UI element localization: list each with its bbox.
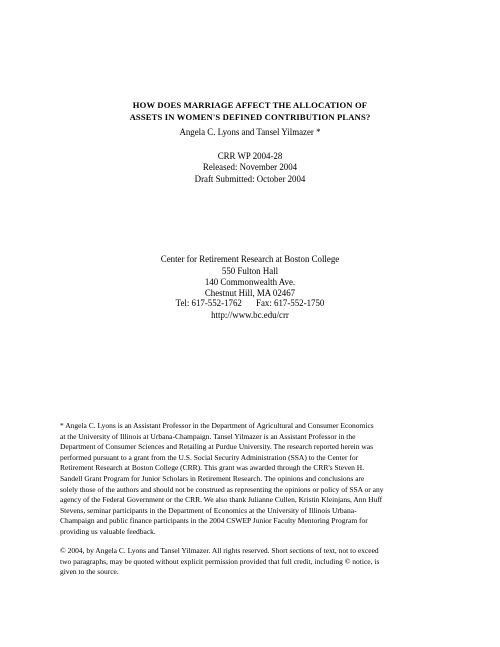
draft-date: Draft Submitted: October 2004 xyxy=(194,174,306,184)
footnote-line: Department of Consumer Sciences and Retailing at Purdue University. The research reported herein was xyxy=(60,442,374,452)
footnote-line: performed pursuant to a grant from the U.S. Social Security Administration (SSA) to the Center for xyxy=(60,452,359,462)
telephone: Tel: 617-552-1762 xyxy=(175,298,242,308)
copyright-line: two paragraphs, may be quoted without explicit permission provided that full credit, including © notice, is xyxy=(60,556,380,566)
footnote-line: Champaign and public finance participants in the 2004 CSWEP Junior Faculty Mentoring Program for xyxy=(60,516,368,526)
release-date: Released: November 2004 xyxy=(202,162,298,172)
contact-line xyxy=(0,298,500,308)
center-address-line-2: 140 Commonwealth Ave. xyxy=(204,277,296,287)
copyright-line: given to the source. xyxy=(60,567,119,577)
footnote-line: Retirement Research at Boston College (CRR). This grant was awarded through the CRR's Steven H. xyxy=(60,463,365,473)
copyright-line: © 2004, by Angela C. Lyons and Tansel Yilmazer. All rights reserved. Short sections of text, not to exceed xyxy=(60,546,379,555)
working-paper-number: CRR WP 2004-28 xyxy=(217,151,283,161)
footnote-line: Stevens, seminar participants in the Department of Economics at the University of Illinois Urbana- xyxy=(60,505,357,515)
footnote-line: * Angela C. Lyons is an Assistant Professor in the Department of Agricultural and Consumer Economics xyxy=(60,421,374,430)
center-name: Center for Retirement Research at Boston College xyxy=(160,254,340,264)
footnote-line: solely those of the authors and should not be construed as representing the opinions or policy of SSA or any xyxy=(60,484,384,494)
center-city: Chestnut Hill, MA 02467 xyxy=(204,288,296,298)
copyright-notice xyxy=(60,546,453,578)
paper-title-line-1: HOW DOES MARRIAGE AFFECT THE ALLOCATION OF xyxy=(132,100,368,110)
center-url[interactable]: http://www.bc.edu/crr xyxy=(211,310,289,320)
fax: Fax: 617-552-1750 xyxy=(256,298,325,308)
authors: Angela C. Lyons and Tansel Yilmazer * xyxy=(179,127,321,137)
footnote-line: providing us valuable feedback. xyxy=(60,526,156,536)
paper-title-line-2: ASSETS IN WOMEN'S DEFINED CONTRIBUTION PLANS? xyxy=(129,112,371,122)
footnote-line: agency of the Federal Government or the CRR. We also thank Julianne Cullen, Kristin Kleinjans, Ann Huff xyxy=(60,495,383,505)
footnote-line: at the University of Illinois at Urbana-Champaign. Tansel Yilmazer is an Assistant Professor in the xyxy=(60,431,356,441)
footnote-line: Sandell Grant Program for Junior Scholars in Retirement Research. The opinions and conclusions are xyxy=(60,473,365,483)
author-footnote xyxy=(60,421,453,538)
center-address-line-1: 550 Fulton Hall xyxy=(221,266,279,276)
